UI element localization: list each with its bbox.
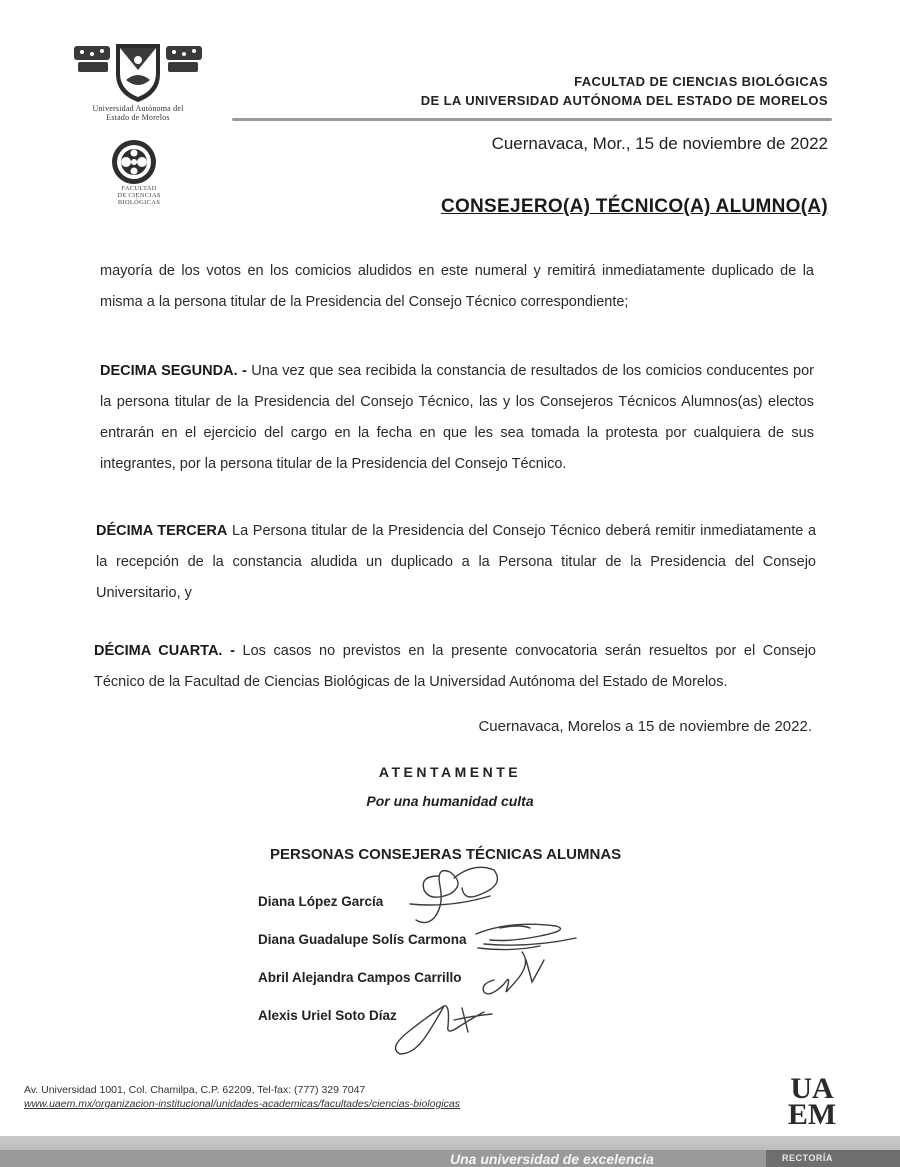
office-label: RECTORÍA <box>782 1153 833 1163</box>
uaem-logo-line2: EM <box>787 1098 837 1131</box>
closing-date: Cuernavaca, Morelos a 15 de noviembre de 2022. <box>478 718 812 735</box>
university-label-line1: Universidad Autónoma del <box>92 104 184 113</box>
paragraph-3-text: La Persona titular de la Presidencia del Consejo Técnico deberá remitir inmediatamente a la recepción de la constancia aludida un duplicado a la Persona titular de la Presidencia del Consejo Universitario, y <box>96 523 817 601</box>
letterhead-header <box>421 72 828 110</box>
paragraph-4-text: Los casos no previstos en la presente convocatoria serán resueltos por el Consejo Técnico de la Facultad de Ciencias Biológicas de la Universidad Autónoma del Estado de Morelos. <box>94 643 816 690</box>
signature-2 <box>476 924 576 949</box>
paragraph-3-lead: DÉCIMA TERCERA <box>96 523 228 539</box>
signatory-name-3: Abril Alejandra Campos Carrillo <box>258 970 462 985</box>
footer-slogan: Una universidad de excelencia <box>450 1151 654 1167</box>
university-crest-logo <box>72 40 204 104</box>
motto: Por una humanidad culta <box>366 793 534 809</box>
university-label <box>64 104 212 122</box>
paragraph-3 <box>96 516 816 609</box>
atentamente: ATENTAMENTE <box>378 764 522 780</box>
signatory-name-4: Alexis Uriel Soto Díaz <box>258 1008 397 1023</box>
paragraph-4-lead: DÉCIMA CUARTA. - <box>94 643 235 659</box>
signatories-heading: PERSONAS CONSEJERAS TÉCNICAS ALUMNAS <box>270 846 622 863</box>
uaem-logo-line1: UA <box>790 1072 834 1105</box>
paragraph-2-lead: DECIMA SEGUNDA. - <box>100 363 247 379</box>
signature-1 <box>410 867 497 922</box>
paragraph-2-text: Una vez que sea recibida la constancia de resultados de los comicios conducentes por la persona titular de la Presidencia del Consejo Técnico, las y los Consejeros Técnicos Alumnos(as) electos entrarán en el ejercicio del cargo en la fecha en que les sea tomada la protesta por cualquiera de sus integrantes, por la persona titular de la Presidencia del Consejo Técnico. <box>100 363 814 472</box>
header-date: Cuernavaca, Mor., 15 de noviembre de 2022 <box>491 134 828 153</box>
university-label-line2: Estado de Morelos <box>106 113 170 122</box>
paragraph-4 <box>94 636 816 698</box>
footer-address: Av. Universidad 1001, Col. Chamilpa, C.P. 62209, Tel-fax: (777) 329 7047 <box>24 1084 366 1096</box>
uaem-logo <box>772 1072 852 1131</box>
header-divider <box>232 118 832 121</box>
signatory-name-2: Diana Guadalupe Solís Carmona <box>258 932 467 947</box>
faculty-label-line2: DE CIENCIAS <box>117 192 161 199</box>
faculty-seal-logo <box>108 138 160 186</box>
signatures-drawing <box>380 856 600 1066</box>
signatory-name-1: Diana López García <box>258 894 384 909</box>
signature-3 <box>483 952 544 994</box>
faculty-label <box>94 185 184 206</box>
paragraph-2 <box>100 356 814 480</box>
header-line1: FACULTAD DE CIENCIAS BIOLÓGICAS <box>574 74 828 89</box>
faculty-label-line1: FACULTAD <box>121 185 157 192</box>
paragraph-1-text: mayoría de los votos en los comicios aludidos en este numeral y remitirá inmediatamente duplicado de la misma a la persona titular de la Presidencia del Consejo Técnico correspondiente; <box>100 263 814 310</box>
signature-4 <box>396 1006 493 1054</box>
header-line2: DE LA UNIVERSIDAD AUTÓNOMA DEL ESTADO DE MORELOS <box>420 93 828 108</box>
footer-website-link[interactable]: www.uaem.mx/organizacion-institucional/unidades-academicas/facultades/ciencias-biologicas <box>24 1098 460 1110</box>
document-title: CONSEJERO(A) TÉCNICO(A) ALUMNO(A) <box>440 196 828 217</box>
paragraph-1 <box>100 256 814 318</box>
faculty-label-line3: BIOLÓGICAS <box>117 199 161 206</box>
